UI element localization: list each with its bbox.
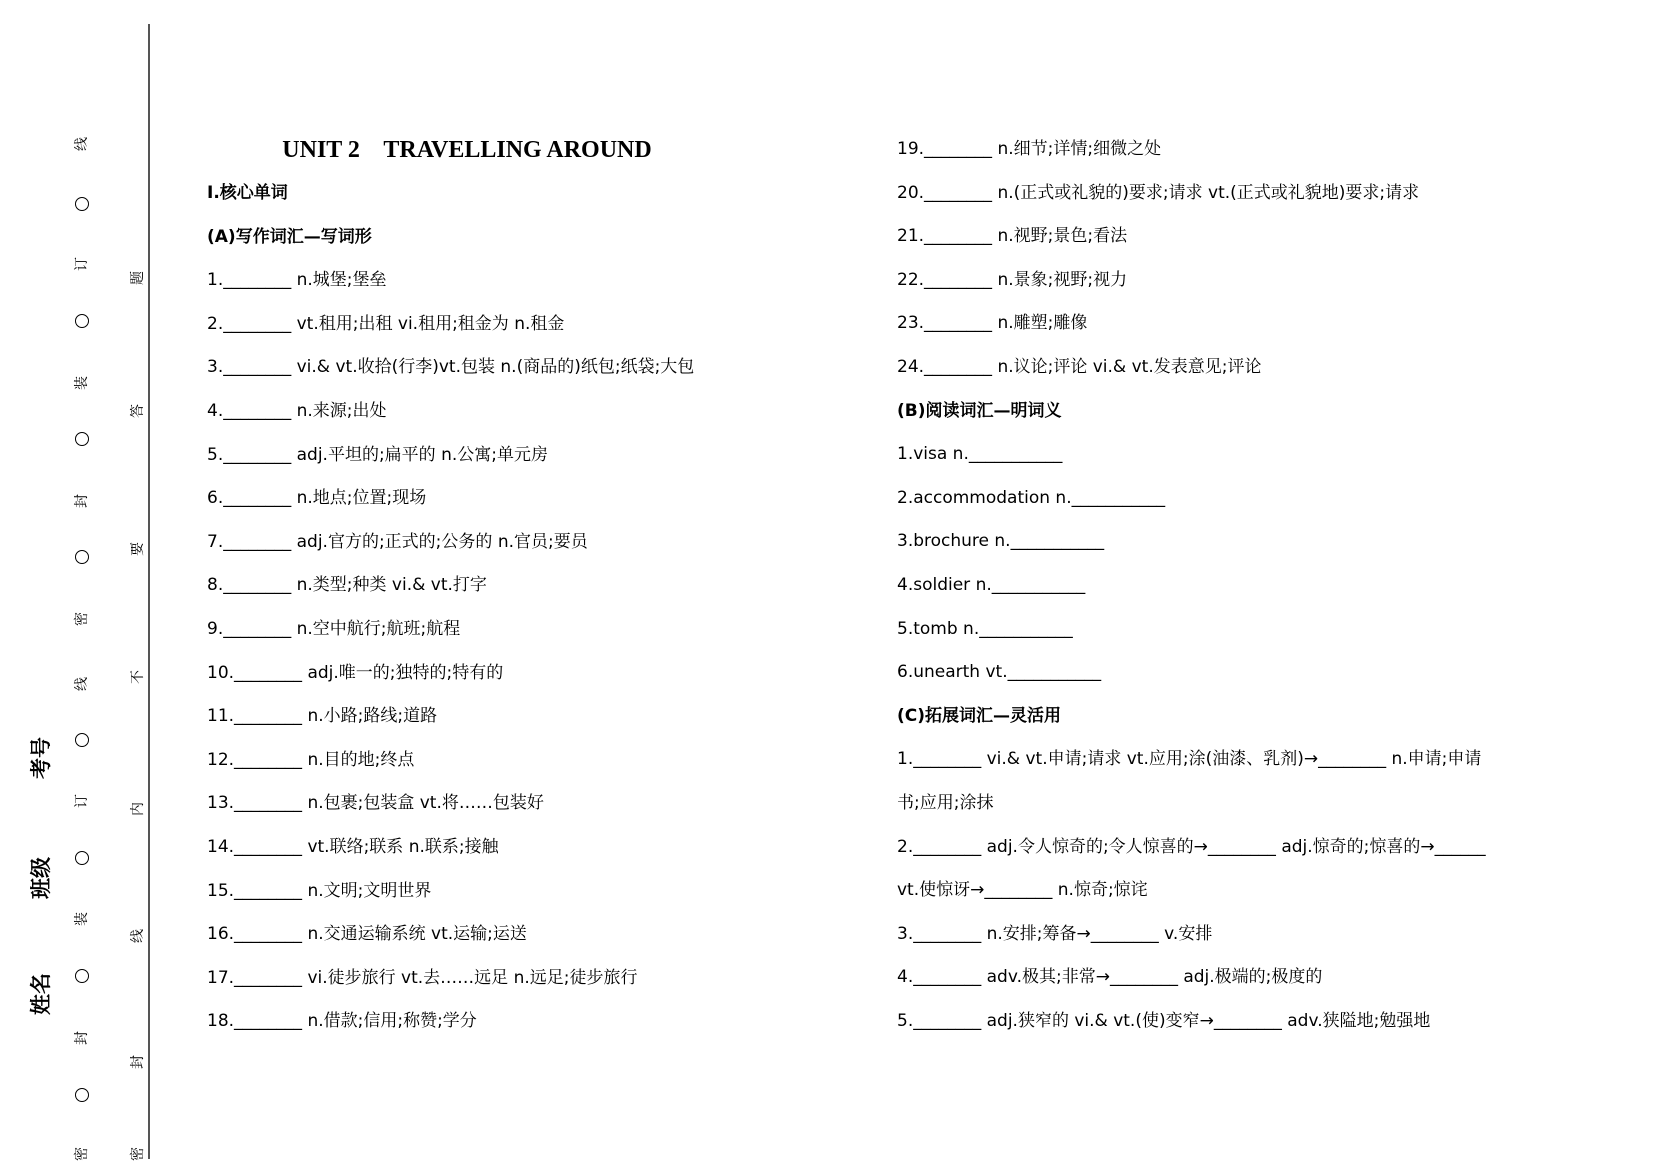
seal-char: 密 (74, 612, 90, 626)
vocab-item: 23.________ n.雕塑;雕像 (897, 313, 1088, 334)
name-label: 姓名 (29, 973, 53, 1015)
vocab-item: 8.________ n.类型;种类 vi.& vt.打字 (207, 575, 487, 596)
vocab-item: 2.________ adj.令人惊奇的;令人惊喜的→________ adj.惊奇的;惊喜的→______ (897, 836, 1486, 857)
seal-char: 线 (74, 677, 90, 691)
seal-circle (75, 851, 89, 865)
seal-char: 装 (74, 912, 90, 926)
seal-char: 订 (74, 257, 90, 271)
extension-vocab-list (897, 738, 1597, 1043)
vocab-item: 书;应用;涂抹 (897, 792, 994, 813)
vocab-item: 1.________ vi.& vt.申请;请求 vt.应用;涂(油漆、乳剂)→________ n.申请;申请 (897, 749, 1482, 770)
vocab-item: 17.________ vi.徒步旅行 vt.去……远足 n.远足;徒步旅行 (207, 967, 638, 988)
vocab-item: 1.________ n.城堡;堡垒 (207, 270, 387, 291)
seal-circle (75, 314, 89, 328)
vocab-item: 10.________ adj.唯一的;独特的;特有的 (207, 662, 504, 683)
sub-heading-writing: (A)写作词汇—写词形 (207, 226, 372, 247)
seal-char: 线 (130, 929, 146, 943)
seal-char: 订 (74, 794, 90, 808)
vocab-item: 9.________ n.空中航行;航班;航程 (207, 618, 461, 639)
reading-vocab-list (897, 433, 1597, 695)
vocab-item: 2.________ vt.租用;出租 vi.租用;租金为 n.租金 (207, 313, 565, 334)
vocab-item: 1.visa n.___________ (897, 444, 1063, 465)
seal-char: 封 (74, 494, 90, 508)
vocab-item: 6.unearth vt.___________ (897, 662, 1102, 683)
seal-circle (75, 197, 89, 211)
vocab-item: vt.使惊讶→________ n.惊奇;惊诧 (897, 880, 1148, 901)
vocab-item: 4.soldier n.___________ (897, 574, 1086, 595)
vocab-item: 12.________ n.目的地;终点 (207, 749, 415, 770)
vocab-item: 4.________ adv.极其;非常→________ adj.极端的;极度的 (897, 967, 1323, 988)
left-column (207, 128, 767, 1044)
seal-char: 不 (130, 670, 146, 684)
seal-circle (75, 550, 89, 564)
sub-heading-extension: (C)拓展词汇—灵活用 (897, 705, 1062, 726)
seal-circle (75, 733, 89, 747)
vocab-item: 5.________ adj.平坦的;扁平的 n.公寓;单元房 (207, 444, 548, 465)
vocab-item: 19.________ n.细节;详情;细微之处 (897, 139, 1162, 159)
seal-char: 答 (130, 404, 146, 418)
seal-char: 装 (74, 376, 90, 390)
seal-char: 题 (130, 271, 146, 285)
vocab-item: 3.________ vi.& vt.收拾(行李)vt.包装 n.(商品的)纸包;纸袋;大包 (207, 357, 695, 378)
binding-line (148, 24, 150, 1159)
seal-circle (75, 1088, 89, 1102)
seal-char: 密 (130, 1147, 146, 1161)
exam-number-label: 考号 (29, 737, 53, 779)
vocab-item: 22.________ n.景象;视野;视力 (897, 269, 1128, 290)
seal-char: 密 (74, 1147, 90, 1161)
vocab-item: 3.________ n.安排;筹备→________ v.安排 (897, 923, 1213, 944)
binding-margin (0, 0, 150, 1169)
seal-char: 要 (130, 542, 146, 556)
right-column (897, 128, 1597, 1043)
writing-vocab-list (207, 259, 767, 1044)
vocab-item: 7.________ adj.官方的;正式的;公务的 n.官员;要员 (207, 531, 588, 552)
vocab-item: 18.________ n.借款;信用;称赞;学分 (207, 1011, 477, 1032)
page-title: UNIT 2 TRAVELLING AROUND (282, 137, 652, 163)
vocab-item: 13.________ n.包裹;包装盒 vt.将……包装好 (207, 793, 544, 814)
writing-vocab-list-continued (897, 128, 1597, 390)
vocab-item: 16.________ n.交通运输系统 vt.运输;运送 (207, 924, 527, 945)
vocab-item: 5.________ adj.狭窄的 vi.& vt.(使)变窄→________ adv.狭隘地;勉强地 (897, 1010, 1431, 1031)
seal-char: 内 (130, 802, 146, 816)
seal-circle (75, 969, 89, 983)
vocab-item: 2.accommodation n.___________ (897, 487, 1166, 508)
sub-heading-reading: (B)阅读词汇—明词义 (897, 400, 1062, 421)
vocab-item: 4.________ n.来源;出处 (207, 400, 387, 421)
vocab-item: 5.tomb n.___________ (897, 618, 1073, 639)
vocab-item: 6.________ n.地点;位置;现场 (207, 488, 427, 509)
vocab-item: 20.________ n.(正式或礼貌的)要求;请求 vt.(正式或礼貌地)要求;请求 (897, 182, 1420, 203)
seal-char: 封 (74, 1031, 90, 1045)
seal-char: 封 (130, 1055, 146, 1069)
vocab-item: 24.________ n.议论;评论 vi.& vt.发表意见;评论 (897, 356, 1262, 377)
vocab-item: 21.________ n.视野;景色;看法 (897, 226, 1128, 247)
vocab-item: 15.________ n.文明;文明世界 (207, 880, 432, 901)
class-label: 班级 (29, 857, 53, 899)
section-heading: I.核心单词 (207, 183, 288, 203)
vocab-item: 14.________ vt.联络;联系 n.联系;接触 (207, 836, 499, 857)
vocab-item: 3.brochure n.___________ (897, 531, 1105, 552)
vocab-item: 11.________ n.小路;路线;道路 (207, 706, 438, 727)
seal-circle (75, 432, 89, 446)
seal-char: 线 (74, 137, 90, 151)
